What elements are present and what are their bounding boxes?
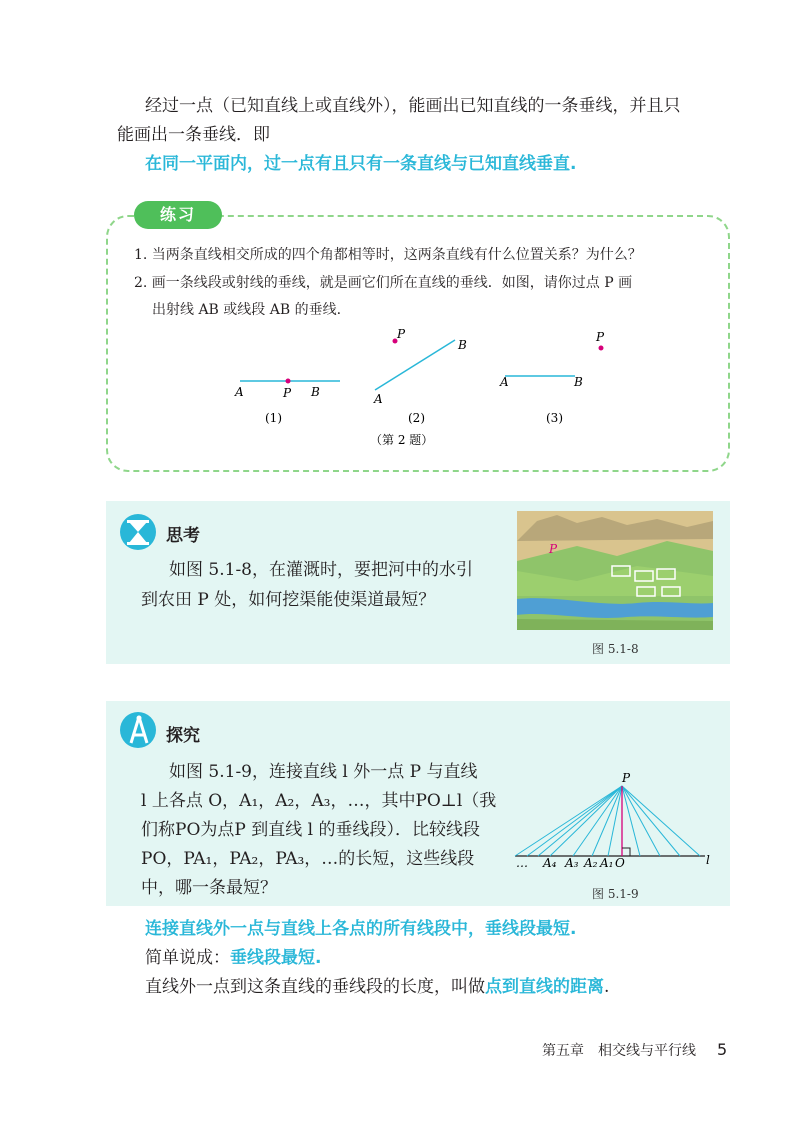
conclusion-short-bold: 垂线段最短. — [230, 948, 322, 968]
fig3-point-p — [599, 346, 604, 351]
intro-line-2: 能画出一条垂线．即 — [117, 125, 270, 145]
fig3-label-a: A — [500, 375, 509, 389]
right-angle-mark — [622, 848, 630, 856]
conclusion-short — [145, 944, 321, 972]
diagram-label-dots: … — [516, 856, 528, 870]
distance-term: 点到直线的距离 — [485, 977, 604, 997]
explore-icon — [119, 711, 157, 749]
explore-figure-caption: 图 5.1-9 — [592, 887, 639, 901]
fig3-caption: (3) — [546, 411, 563, 425]
diagram-label-a4: A₄ — [543, 856, 557, 870]
page-number: 5 — [717, 1040, 728, 1059]
fig3-label-b: B — [574, 375, 583, 389]
diagram-label-o: O — [615, 856, 625, 870]
intro-line-1: 经过一点（已知直线上或直线外），能画出已知直线的一条垂线，并且只 — [145, 96, 681, 116]
practice-question-2-line-2: 出射线 AB 或线段 AB 的垂线. — [152, 302, 342, 318]
diagram-label-a2: A₂ — [584, 856, 598, 870]
fig2-ray-ab — [375, 340, 455, 390]
practice-question-2-line-1: 2. 画一条线段或射线的垂线，就是画它们所在直线的垂线．如图，请你过点 P 画 — [134, 275, 633, 291]
think-line-1: 如图 5.1-8，在灌溉时，要把河中的水引 — [169, 560, 473, 580]
fig2-label-b: B — [458, 338, 467, 352]
think-figure-caption: 图 5.1-8 — [592, 642, 639, 656]
segment-pa4 — [550, 786, 622, 856]
explore-title: 探究 — [166, 726, 200, 746]
perpendicular-segment-diagram — [510, 770, 725, 870]
fig1-point-p — [286, 379, 291, 384]
practice-tag: 练习 — [134, 201, 222, 229]
practice-question-1: 1. 当两条直线相交所成的四个角都相等时，这两条直线有什么位置关系？为什么？ — [134, 247, 642, 263]
irrigation-illustration — [517, 511, 713, 630]
distance-suffix: . — [604, 977, 610, 997]
fig2-caption: (2) — [408, 411, 425, 425]
conclusion-short-prefix: 简单说成： — [145, 948, 230, 968]
fig3-label-p: P — [596, 330, 605, 344]
diagram-label-a3: A₃ — [565, 856, 579, 870]
fig1-label-b: B — [311, 385, 320, 399]
diagram-label-p: P — [622, 771, 631, 785]
think-title: 思考 — [166, 526, 200, 546]
explore-line-2: l 上各点 O，A₁，A₂，A₃，…，其中PO⊥l（我 — [141, 791, 497, 811]
fig2-label-p: P — [397, 327, 406, 341]
think-icon — [119, 513, 157, 551]
footer-chapter: 第五章 相交线与平行线 — [542, 1043, 696, 1059]
fig1-label-p: P — [283, 386, 292, 400]
distance-prefix: 直线外一点到这条直线的垂线段的长度，叫做 — [145, 977, 485, 997]
practice-figure-caption: （第 2 题） — [370, 433, 434, 447]
practice-figures — [106, 320, 730, 460]
explore-line-1: 如图 5.1-9，连接直线 l 外一点 P 与直线 — [169, 762, 478, 782]
fig2-label-a: A — [374, 392, 383, 406]
think-line-2: 到农田 P 处，如何挖渠能使渠道最短？ — [141, 590, 436, 610]
theorem-perpendicular-unique: 在同一平面内，过一点有且只有一条直线与已知直线垂直. — [145, 154, 577, 174]
explore-line-5: 中，哪一条最短？ — [141, 878, 277, 898]
diagram-label-l: l — [706, 853, 710, 867]
diagram-label-a1: A₁ — [600, 856, 614, 870]
conclusion-distance — [145, 973, 609, 1001]
explore-line-4: PO，PA₁，PA₂，PA₃，…的长短，这些线段 — [141, 849, 475, 869]
fig1-label-a: A — [235, 385, 244, 399]
conclusion-theorem: 连接直线外一点与直线上各点的所有线段中，垂线段最短. — [145, 919, 577, 939]
svg-text:P: P — [549, 542, 558, 556]
fig1-caption: (1) — [265, 411, 282, 425]
explore-line-3: 们称PO为点P 到直线 l 的垂线段）．比较线段 — [141, 820, 480, 840]
